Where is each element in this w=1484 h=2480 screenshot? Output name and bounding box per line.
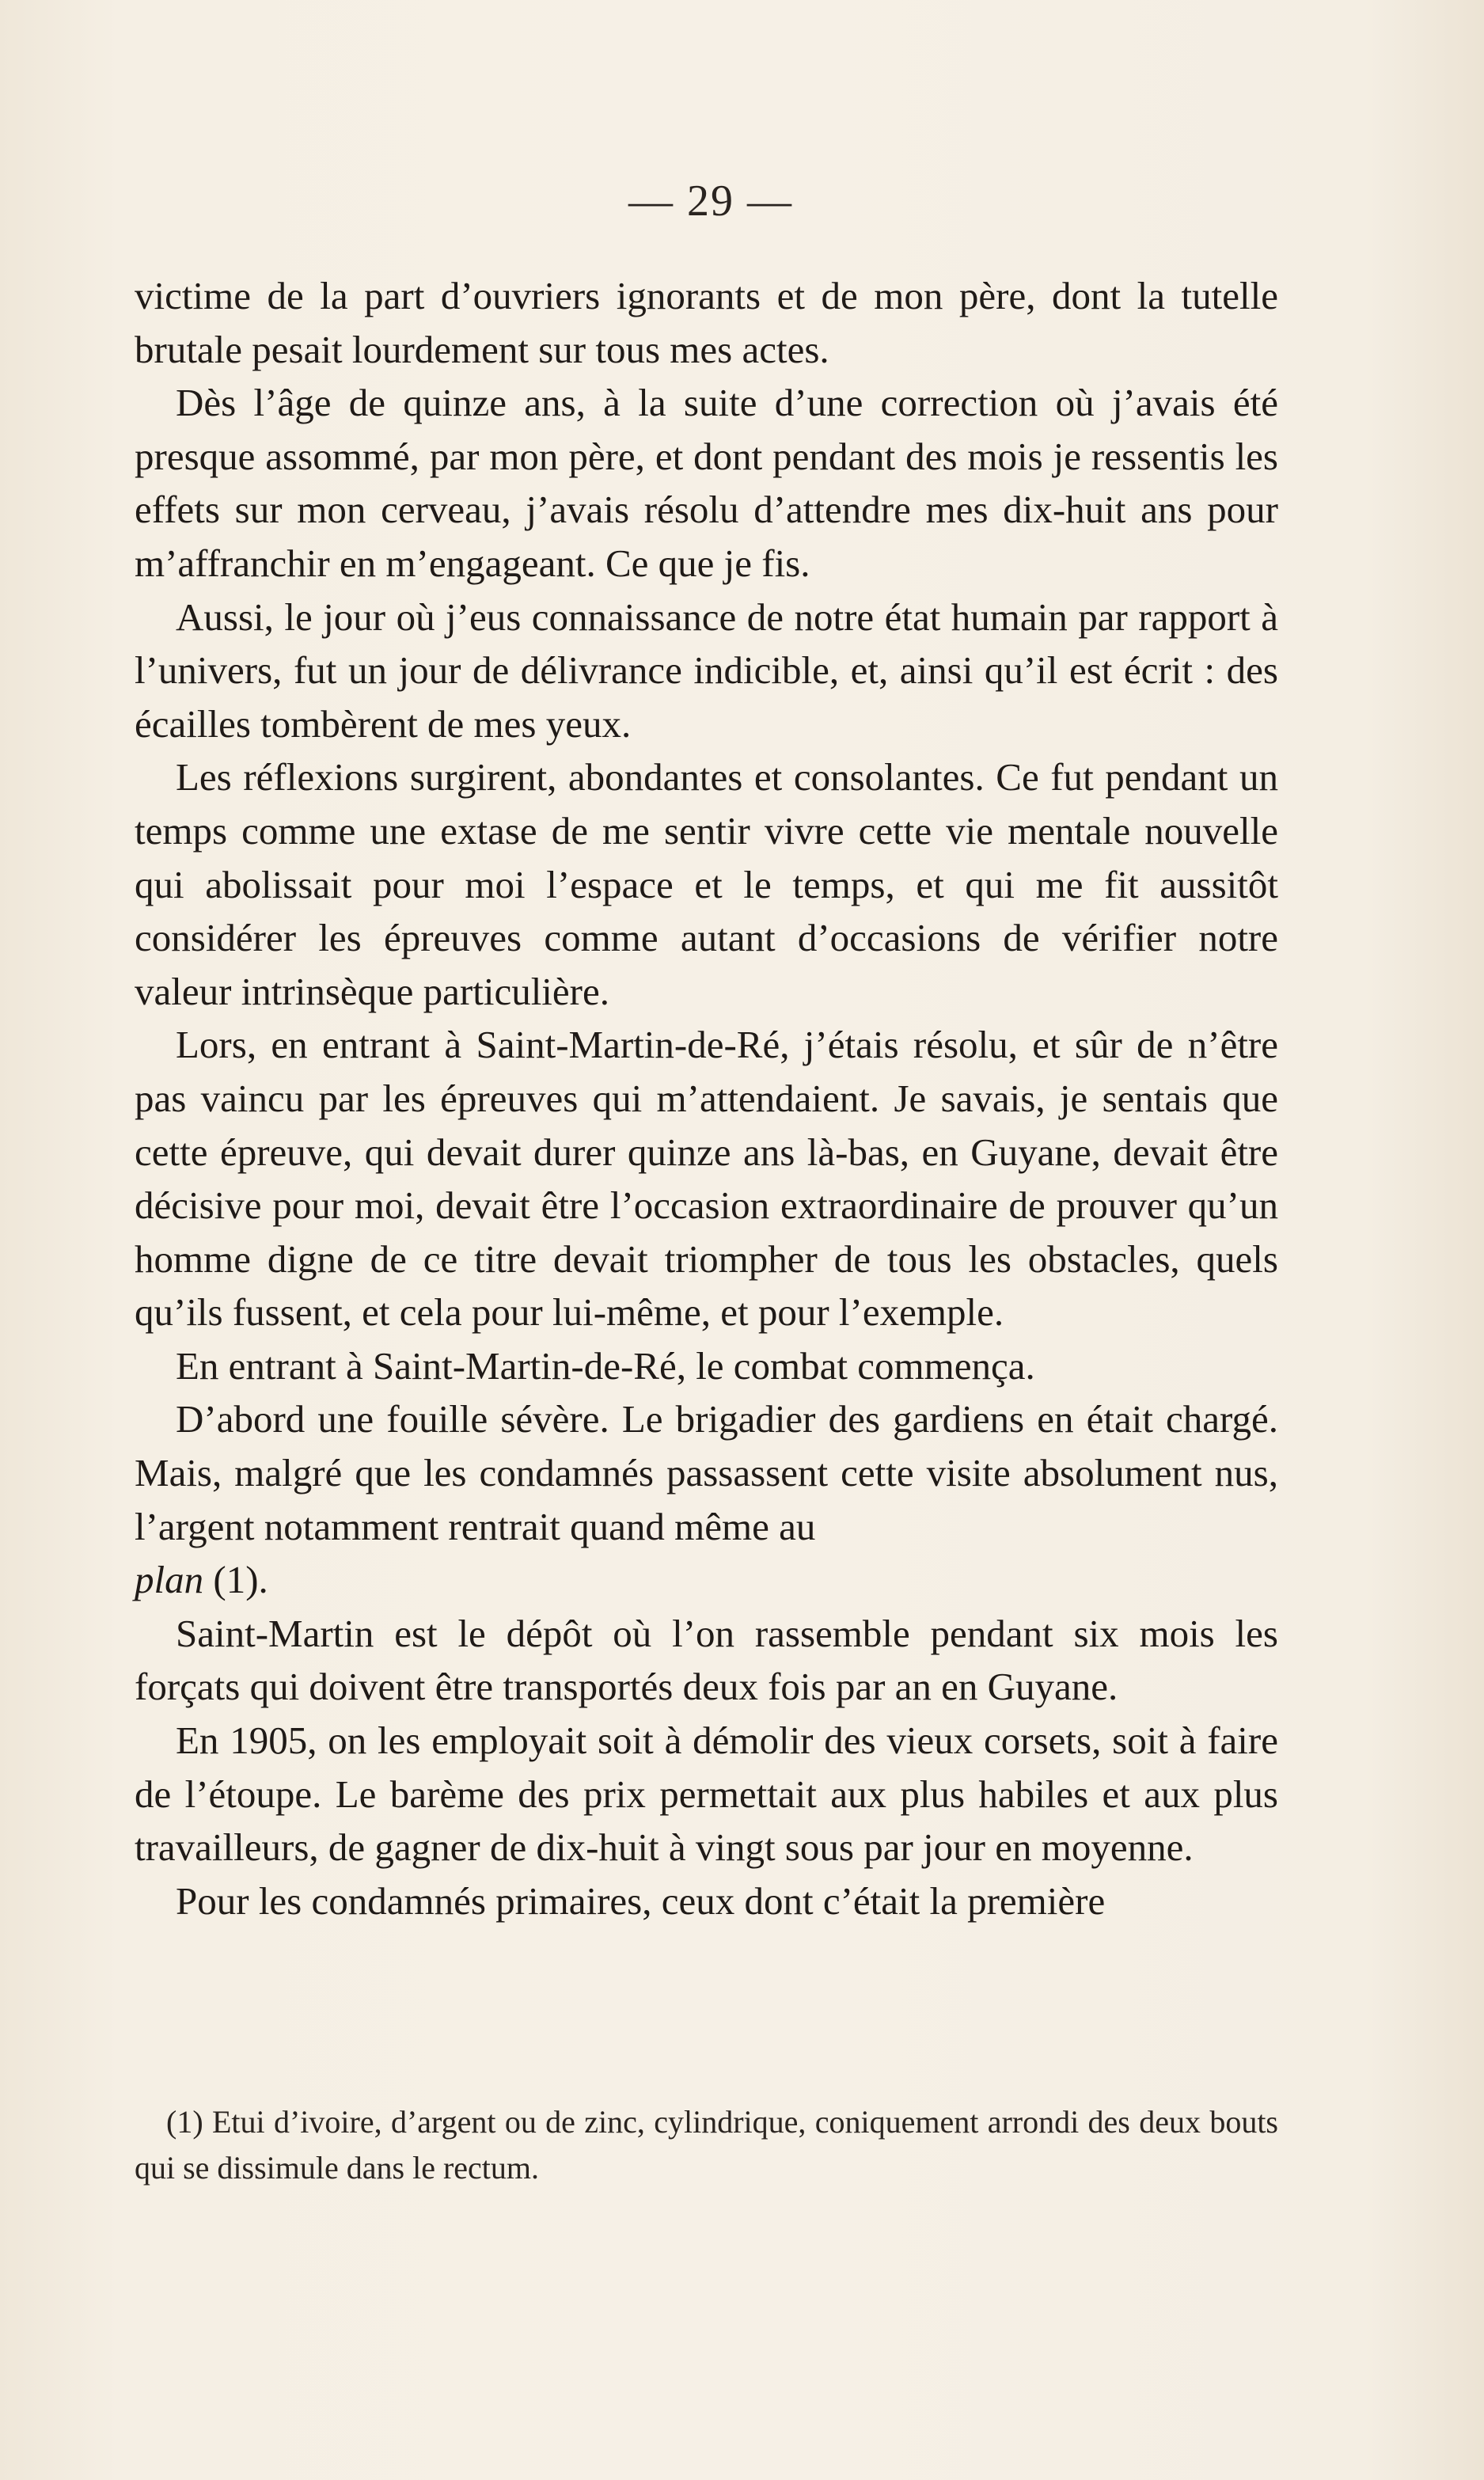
footnote — [135, 2099, 1278, 2191]
paragraph-7-text: D’abord une fouille sévère. Le brigadier des gardiens en était chargé. Mais, malgré que les condamnés passassent cette visite absolument nus, l’argent notamment rentrait quand même au — [135, 1397, 1278, 1548]
footnote-text: (1) Etui d’ivoire, d’argent ou de zinc, cylindrique, coniquement arrondi des deux bouts qui se dissimule dans le rectum. — [135, 2104, 1278, 2186]
paragraph-7 — [135, 1392, 1278, 1606]
paragraph-8: Saint-Martin est le dépôt où l’on rassemble pendant six mois les forçats qui doivent être transportés deux fois par an en Guyane. — [135, 1611, 1278, 1709]
paragraph-4: Les réflexions surgirent, abondantes et consolantes. Ce fut pendant un temps comme une extase de me sentir vivre cette vie mentale nouvelle qui abolissait pour moi l’espace et le temps, et qui me fit aussitôt considérer les épreuves comme autant d’occasions de vérifier notre valeur intrinsèque particulière. — [135, 755, 1278, 1013]
footnote-reference: (1). — [203, 1558, 268, 1602]
paragraph-3: Aussi, le jour où j’eus connaissance de notre état humain par rapport à l’univers, fut un jour de délivrance indicible, et, ainsi qu’il est écrit : des écailles tombèrent de mes yeux. — [135, 594, 1278, 746]
italic-word: plan — [135, 1558, 204, 1602]
body-text — [135, 269, 1278, 1927]
paragraph-6: En entrant à Saint-Martin-de-Ré, le combat commença. — [176, 1343, 1035, 1388]
paragraph-9: En 1905, on les employait soit à démolir des vieux corsets, soit à faire de l’étoupe. Le barème des prix permettait aux plus habiles et aux plus travailleurs, de gagner de dix-huit à vingt sous par jour en moyenne. — [135, 1719, 1278, 1870]
paragraph-10: Pour les condamnés primaires, ceux dont c’était la première — [176, 1878, 1106, 1923]
paragraph-2: Dès l’âge de quinze ans, à la suite d’une correction où j’avais été presque assommé, par mon père, et dont pendant des mois je ressentis les effets sur mon cerveau, j’avais résolu d’attendre mes dix-huit ans pour m’affranchir en m’engageant. Ce que je fis. — [135, 381, 1278, 585]
paragraph-5: Lors, en entrant à Saint-Martin-de-Ré, j’étais résolu, et sûr de n’être pas vaincu par les épreuves qui m’attendaient. Je savais, je sentais que cette épreuve, qui devait durer quinze ans là-bas, en Guyane, devait être décisive pour moi, devait être l’occasion extraordinaire de prouver qu’un homme digne de ce titre devait triompher de tous les obstacles, quels qu’ils fussent, et cela pour lui-même, et pour l’exemple. — [135, 1023, 1278, 1335]
page-number: — 29 — — [628, 177, 793, 226]
paragraph-1: victime de la part d’ouvriers ignorants et de mon père, dont la tutelle brutale pesait lourdement sur tous mes actes. — [135, 274, 1278, 371]
